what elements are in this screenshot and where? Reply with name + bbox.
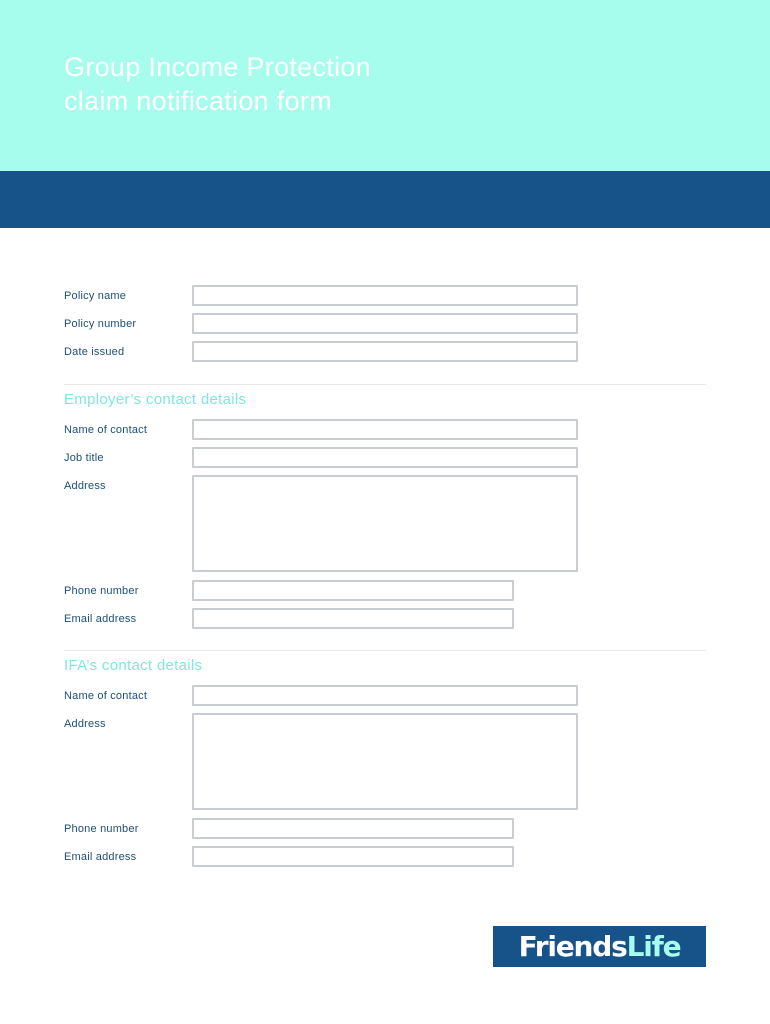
page-title xyxy=(64,50,371,118)
policy-number-input[interactable] xyxy=(192,313,578,334)
date-issued-input[interactable] xyxy=(192,341,578,362)
employer-contact-name-input[interactable] xyxy=(192,419,578,440)
policy-number-label: Policy number xyxy=(64,318,137,330)
employer-address-label: Address xyxy=(64,480,106,492)
employer-email-input[interactable] xyxy=(192,608,514,629)
employer-section-title: Employer’s contact details xyxy=(64,391,247,408)
page-title-line-2: claim notification form xyxy=(64,86,332,116)
employer-job-title-label: Job title xyxy=(64,452,104,464)
logo-text-friends: Friends xyxy=(518,930,627,963)
ifa-email-input[interactable] xyxy=(192,846,514,867)
friends-life-logo xyxy=(493,926,706,967)
employer-phone-input[interactable] xyxy=(192,580,514,601)
employer-address-input[interactable] xyxy=(192,475,578,572)
employer-phone-label: Phone number xyxy=(64,585,139,597)
ifa-section-title: IFA’s contact details xyxy=(64,657,203,674)
date-issued-label: Date issued xyxy=(64,346,125,358)
ifa-phone-label: Phone number xyxy=(64,823,139,835)
employer-contact-name-label: Name of contact xyxy=(64,424,148,436)
ifa-contact-name-label: Name of contact xyxy=(64,690,148,702)
section-divider xyxy=(64,650,706,651)
employer-email-label: Email address xyxy=(64,613,137,625)
employer-job-title-input[interactable] xyxy=(192,447,578,468)
section-divider xyxy=(64,384,706,385)
ifa-address-input[interactable] xyxy=(192,713,578,810)
ifa-phone-input[interactable] xyxy=(192,818,514,839)
header-banner xyxy=(0,0,770,171)
policy-name-input[interactable] xyxy=(192,285,578,306)
header-band xyxy=(0,171,770,228)
ifa-email-label: Email address xyxy=(64,851,137,863)
ifa-address-label: Address xyxy=(64,718,106,730)
logo-text-life: Life xyxy=(626,930,681,963)
page-title-line-1: Group Income Protection xyxy=(64,52,372,82)
ifa-contact-name-input[interactable] xyxy=(192,685,578,706)
policy-name-label: Policy name xyxy=(64,290,127,302)
